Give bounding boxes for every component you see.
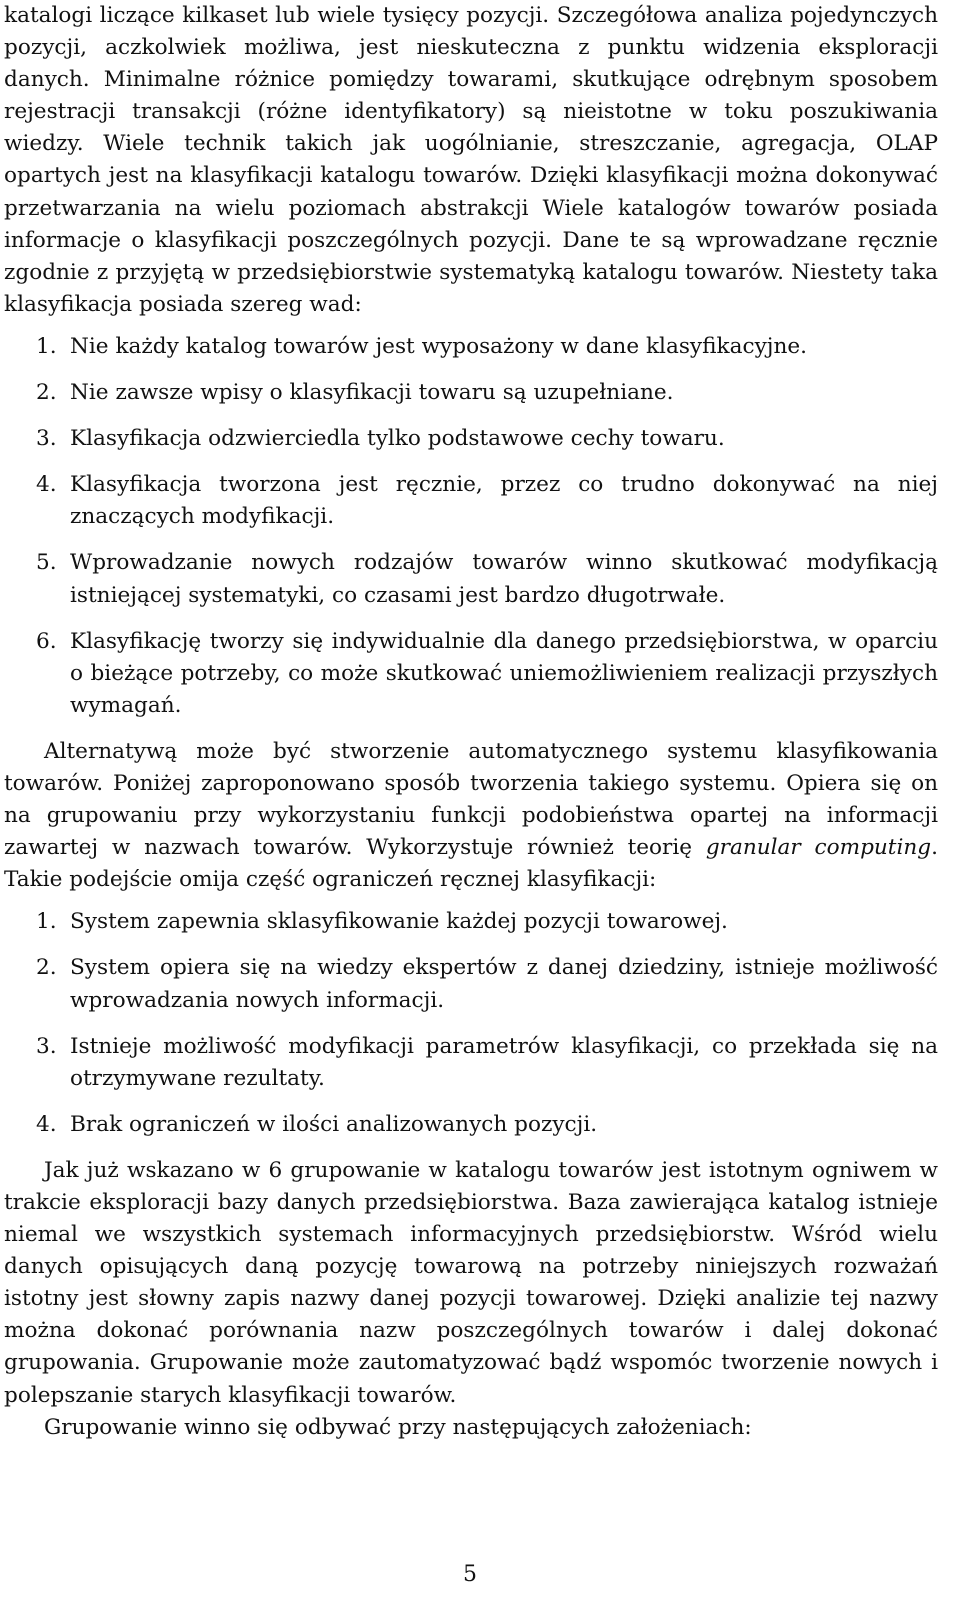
list-item-text: System opiera się na wiedzy ekspertów z danej dziedziny, istnieje możliwość wprowadzania nowych informacji. <box>70 955 938 1013</box>
list-item-number: 3. <box>36 426 57 452</box>
advantages-list <box>4 906 938 1141</box>
list-item-number: 4. <box>36 472 57 498</box>
page-number: 5 <box>463 1562 477 1587</box>
list-item <box>4 547 938 611</box>
list-item <box>4 377 938 409</box>
list-item <box>4 626 938 722</box>
list-item-text: Brak ograniczeń w ilości analizowanych pozycji. <box>70 1111 598 1137</box>
assumptions-intro: Grupowanie winno się odbywać przy następujących założeniach: <box>44 1414 752 1440</box>
intro-paragraph: katalogi liczące kilkaset lub wiele tysięcy pozycji. Szczegółowa analiza pojedynczych pozycji, aczkolwiek możliwa, jest nieskuteczna z punktu widzenia eksploracji danych. Minimalne różnice pomiędzy towarami, skutkujące odrębnym sposobem rejestracji transakcji (różne identyfikatory) są nieistotne w toku poszukiwania wiedzy. Wiele technik takich jak uogólnianie, streszczanie, agregacja, OLAP opartych jest na klasyfikacji katalogu towarów. Dzięki klasyfikacji można dokonywać przetwarzania na wielu poziomach abstrakcji Wiele katalogów towarów posiada informacje o klasyfikacji poszczególnych pozycji. Dane te są wprowadzane ręcznie zgodnie z przyjętą w przedsiębiorstwie systematyką katalogu towarów. Niestety taka klasyfikacja posiada szereg wad: <box>4 3 938 317</box>
granular-computing-term: granular computing <box>705 835 932 861</box>
list-item-text: Wprowadzanie nowych rodzajów towarów winno skutkować modyfikacją istniejącej systematyki, co czasami jest bardzo długotrwałe. <box>70 550 938 608</box>
list-item <box>4 423 938 455</box>
list-item-text: System zapewnia sklasyfikowanie każdej pozycji towarowej. <box>70 909 728 935</box>
list-item <box>4 469 938 533</box>
list-item <box>4 331 938 363</box>
list-item-text: Nie zawsze wpisy o klasyfikacji towaru są uzupełniane. <box>70 380 674 406</box>
list-item <box>4 952 938 1016</box>
list-item-text: Klasyfikacja odzwierciedla tylko podstawowe cechy towaru. <box>70 426 725 452</box>
list-item-number: 4. <box>36 1111 57 1137</box>
alternative-text-start: Alternatywą może być stworzenie automatycznego systemu klasyfikowania towarów. Poniżej zaproponowano sposób tworzenia takiego systemu. Opiera się on na grupowaniu przy wykorzystaniu funkcji podobieństwa opartej na informacji zawartej w nazwach towarów. Wykorzystuje również teorię <box>4 738 938 861</box>
list-item-number: 2. <box>36 380 57 406</box>
list-item-number: 2. <box>36 955 57 981</box>
alternative-text-end: . Takie podejście omija część ograniczeń ręcznej klasyfikacji: <box>4 835 938 893</box>
list-item-number: 1. <box>36 909 57 935</box>
list-item-number: 5. <box>36 550 57 576</box>
list-item <box>4 1031 938 1095</box>
document-page <box>4 0 938 1444</box>
list-item-text: Klasyfikacja tworzona jest ręcznie, przez co trudno dokonywać na niej znaczących modyfikacji. <box>70 472 938 530</box>
list-item-text: Klasyfikację tworzy się indywidualnie dla danego przedsiębiorstwa, w oparciu o bieżące potrzeby, co może skutkować uniemożliwieniem realizacji przyszłych wymagań. <box>70 628 938 718</box>
list-item-number: 3. <box>36 1033 57 1059</box>
list-item-text: Istnieje możliwość modyfikacji parametrów klasyfikacji, co przekłada się na otrzymywane rezultaty. <box>70 1033 938 1091</box>
list-item-number: 1. <box>36 333 57 359</box>
grouping-paragraph: Jak już wskazano w 6 grupowanie w katalogu towarów jest istotnym ogniwem w trakcie eksploracji bazy danych przedsiębiorstwa. Baza zawierająca katalog istnieje niemal we wszystkich systemach informacyjnych przedsiębiorstw. Wśród wielu danych opisujących daną pozycję towarową na potrzeby niniejszych rozważań istotny jest słowny zapis nazwy danej pozycji towarowej. Dzięki analizie tej nazwy można dokonać porównania nazw poszczególnych towarów i dalej dokonać grupowania. Grupowanie może zautomatyzować bądź wspomóc tworzenie nowych i polepszanie starych klasyfikacji towarów. <box>4 1157 938 1408</box>
list-item <box>4 906 938 938</box>
list-item-text: Nie każdy katalog towarów jest wyposażony w dane klasyfikacyjne. <box>70 333 808 359</box>
alternative-paragraph <box>4 736 938 896</box>
list-item <box>4 1109 938 1141</box>
drawbacks-list <box>4 331 938 722</box>
list-item-number: 6. <box>36 628 57 654</box>
